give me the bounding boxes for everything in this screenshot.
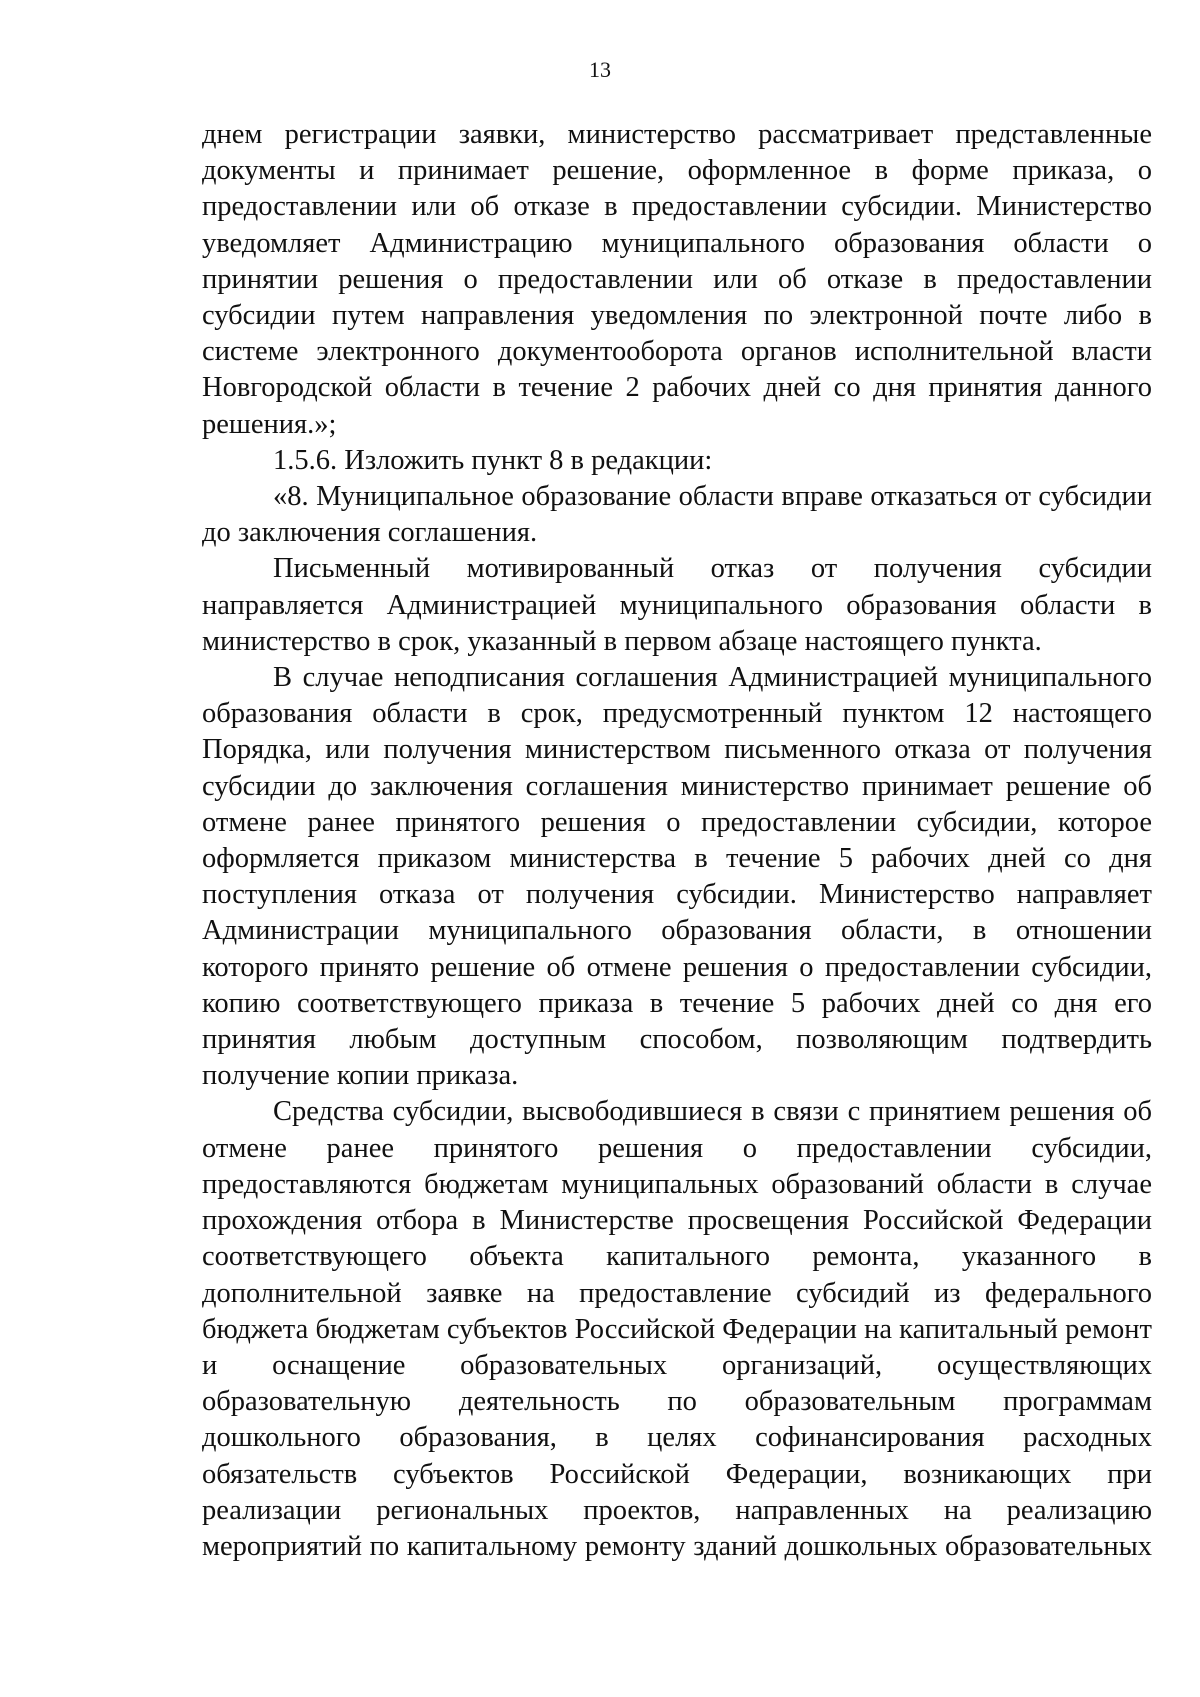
paragraph-item-8: «8. Муниципальное образование области вправе отказаться от субсидии до заключения соглашения. — [202, 481, 1152, 549]
paragraph-amendment-heading: 1.5.6. Изложить пункт 8 в редакции: — [273, 444, 713, 476]
page-number: 13 — [589, 57, 611, 82]
paragraph-released-funds: Средства субсидии, высвободившиеся в связи с принятием решения об отмене ранее принятого решения о предоставлении субсидии, предоставляются бюджетам муниципальных образований области в случае прохождения отбора в Министерстве просвещения Российской Федерации соответствующего объекта капитального ремонта, указанного в дополнительной заявке на предоставление субсидий из федерального бюджета бюджетам субъектов Российской Федерации на капитальный ремонт и оснащение образовательных организаций, осуществляющих образовательную деятельность по образовательным программам дошкольного образования, в целях софинансирования расходных обязательств субъектов Российской Федерации, возникающих при реализации региональных проектов, направленных на реализацию мероприятий по капитальному ремонту зданий дошкольных образовательных — [202, 1096, 1152, 1562]
paragraph-continuation: днем регистрации заявки, министерство рассматривает представленные документы и принимает решение, оформленное в форме приказа, о предоставлении или об отказе в предоставлении субсидии. Министерство уведомляет Администрацию муниципального образования области о принятии решения о предоставлении или об отказе в предоставлении субсидии путем направления уведомления по электронной почте либо в системе электронного документооборота органов исполнительной власти Новгородской области в течение 2 рабочих дней со дня принятия данного решения.»; — [202, 119, 1152, 440]
paragraph-written-refusal: Письменный мотивированный отказ от получения субсидии направляется Администрацией муниципального образования области в министерство в срок, указанный в первом абзаце настоящего пункта. — [202, 553, 1152, 657]
paragraph-agreement-not-signed: В случае неподписания соглашения Администрацией муниципального образования области в срок, предусмотренный пунктом 12 настоящего Порядка, или получения министерством письменного отказа от получения субсидии до заключения соглашения министерство принимает решение об отмене ранее принятого решения о предоставлении субсидии, которое оформляется приказом министерства в течение 5 рабочих дней со дня поступления отказа от получения субсидии. Министерство направляет Администрации муниципального образования области, в отношении которого принято решение об отмене решения о предоставлении субсидии, копию соответствующего приказа в течение 5 рабочих дней со дня его принятия любым доступным способом, позволяющим подтвердить получение копии приказа. — [202, 662, 1152, 1092]
document-body — [202, 117, 1152, 1565]
